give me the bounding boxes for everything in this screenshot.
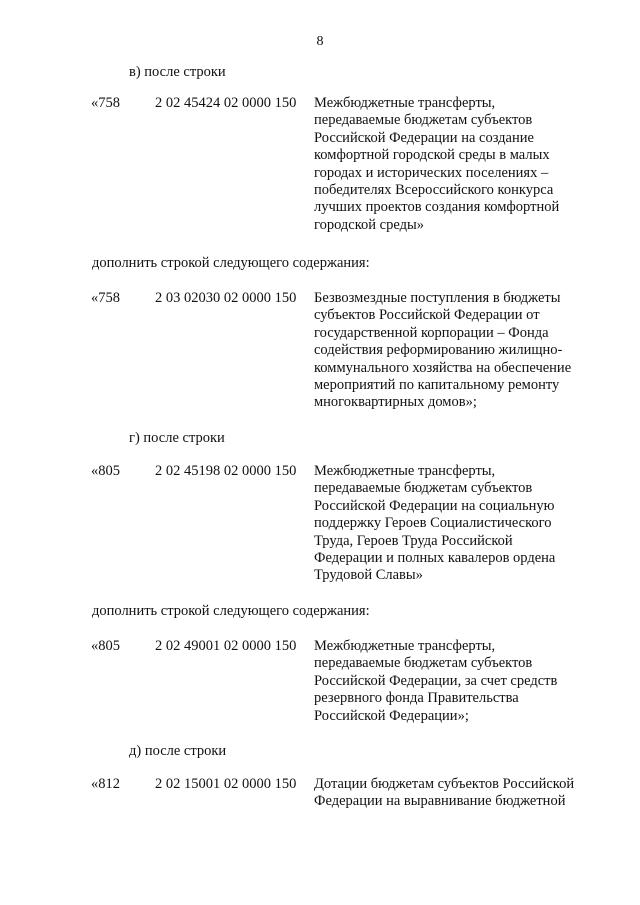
description-line: передаваемые бюджетам субъектов <box>314 655 533 672</box>
description-line: Трудовой Славы» <box>314 567 423 584</box>
description-line: городской среды» <box>314 216 424 233</box>
description-line: государственной корпорации – Фонда <box>314 324 549 341</box>
description-line: многоквартирных домов»; <box>314 394 477 411</box>
description-line: мероприятий по капитальному ремонту <box>314 377 560 394</box>
description-line: комфортной городской среды в малых <box>314 147 550 164</box>
description-line: коммунального хозяйства на обеспечение <box>314 359 572 376</box>
supplement-instruction: дополнить строкой следующего содержания: <box>92 603 370 619</box>
budget-code: 2 02 49001 02 0000 150 <box>155 638 297 654</box>
description-line: лучших проектов создания комфортной <box>314 199 560 216</box>
budget-code: 2 02 15001 02 0000 150 <box>155 776 297 792</box>
description-line: содействия реформированию жилищно- <box>314 342 563 359</box>
supplement-instruction: дополнить строкой следующего содержания: <box>92 255 370 271</box>
row-number: «812 <box>91 776 120 792</box>
section-intro-g: г) после строки <box>129 430 225 446</box>
description-line: передаваемые бюджетам субъектов <box>314 480 533 497</box>
budget-code: 2 02 45424 02 0000 150 <box>155 95 297 111</box>
row-description <box>314 290 604 412</box>
description-line: городах и исторических поселениях – <box>314 164 549 181</box>
description-line: Безвозмездные поступления в бюджеты <box>314 290 561 306</box>
row-description <box>314 776 604 811</box>
description-line: Федерации на выравнивание бюджетной <box>314 793 566 810</box>
row-number: «758 <box>91 95 120 111</box>
budget-code: 2 02 45198 02 0000 150 <box>155 463 297 479</box>
description-line: резервного фонда Правительства <box>314 690 519 707</box>
row-number: «758 <box>91 290 120 306</box>
row-number: «805 <box>91 463 120 479</box>
description-line: передаваемые бюджетам субъектов <box>314 112 533 129</box>
section-intro-v: в) после строки <box>129 64 226 80</box>
row-description <box>314 463 604 585</box>
description-line: Межбюджетные трансферты, <box>314 95 496 111</box>
description-line: Российской Федерации»; <box>314 707 469 724</box>
description-line: победителях Всероссийского конкурса <box>314 182 554 199</box>
description-line: поддержку Героев Социалистического <box>314 515 552 532</box>
description-line: Межбюджетные трансферты, <box>314 463 496 479</box>
description-line: Межбюджетные трансферты, <box>314 638 496 654</box>
description-line: Российской Федерации на создание <box>314 129 534 146</box>
description-line: Федерации и полных кавалеров ордена <box>314 550 556 567</box>
description-line: Российской Федерации на социальную <box>314 497 555 514</box>
description-line: Дотации бюджетам субъектов Российской <box>314 776 575 792</box>
description-line: Труда, Героев Труда Российской <box>314 532 513 549</box>
row-description <box>314 95 604 234</box>
page-number: 8 <box>316 34 324 49</box>
section-intro-d: д) после строки <box>129 743 227 759</box>
description-line: субъектов Российской Федерации от <box>314 307 540 324</box>
budget-code: 2 03 02030 02 0000 150 <box>155 290 297 306</box>
row-number: «805 <box>91 638 120 654</box>
row-description <box>314 638 604 725</box>
description-line: Российской Федерации, за счет средств <box>314 672 558 689</box>
